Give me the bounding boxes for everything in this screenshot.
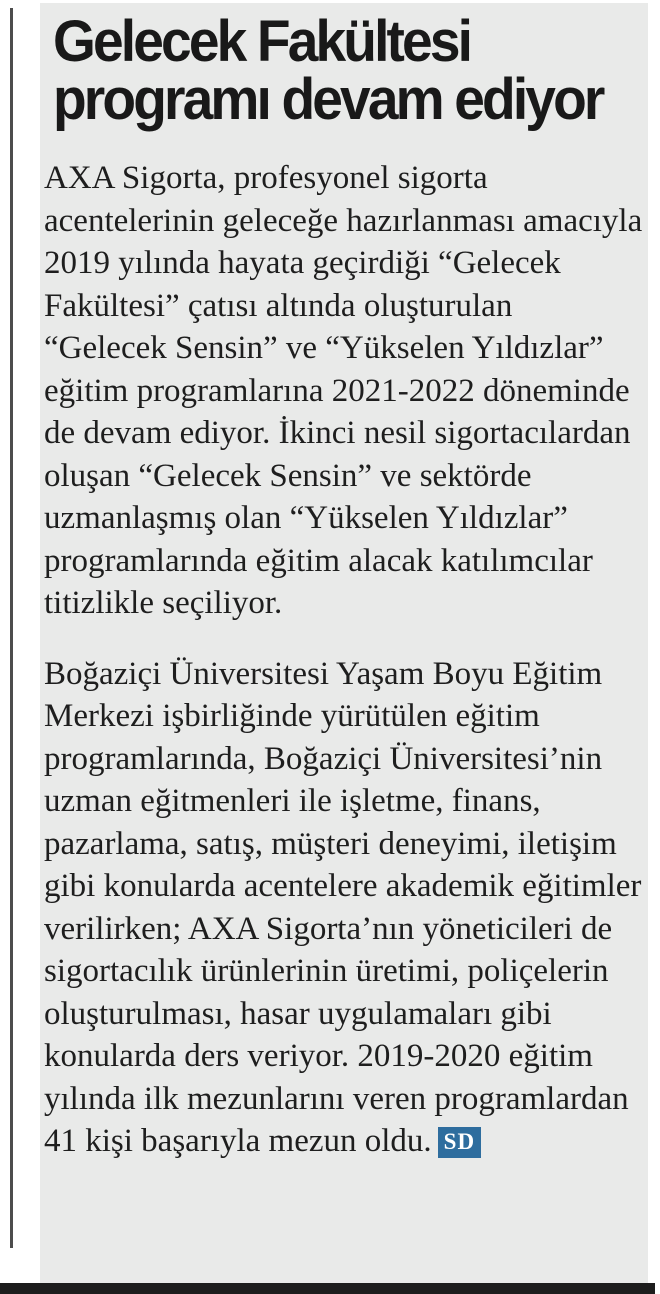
left-column-rule bbox=[10, 8, 13, 1248]
signoff-badge: SD bbox=[438, 1127, 481, 1158]
bottom-divider-bar bbox=[0, 1283, 655, 1294]
article-paragraph-2-text: Boğaziçi Üniversitesi Yaşam Boyu Eğitim Merkezi işbirliğinde yürütülen eğitim programlarında, Boğaziçi Üniversitesi’nin uzman eğitmenleri ile işletme, finans, pazarlama, satış, müşteri deneyimi, iletişim gibi konularda acentelere akademik eğitimler verilirken; AXA Sigorta’nın yöneticileri de sigortacılık ürünlerinin üretimi, poliçelerin oluşturulması, hasar uygulamaları gibi konularda ders veriyor. 2019-2020 eğitim yılında ilk mezunlarını veren programlardan 41 kişi başarıyla mezun oldu. bbox=[44, 655, 642, 1159]
news-article bbox=[40, 3, 648, 1283]
title-line-2: programı devam ediyor bbox=[53, 67, 603, 132]
article-title bbox=[53, 9, 614, 132]
article-paragraph-1: AXA Sigorta, profesyonel sigorta acentelerinin geleceğe hazırlanması amacıyla 2019 yılında hayata geçirdiği “Gelecek Fakültesi” çatısı altında oluşturulan “Gelecek Sensin” ve “Yükselen Yıldızlar” eğitim programlarına 2021-2022 döneminde de devam ediyor. İkinci nesil sigortacılardan oluşan “Gelecek Sensin” ve sektörde uzmanlaşmış olan “Yükselen Yıldızlar” programlarında eğitim alacak katılımcılar titizlikle seçiliyor. bbox=[44, 160, 643, 621]
article-paragraph-2 bbox=[44, 653, 643, 1163]
title-line-1: Gelecek Fakültesi bbox=[53, 9, 471, 74]
